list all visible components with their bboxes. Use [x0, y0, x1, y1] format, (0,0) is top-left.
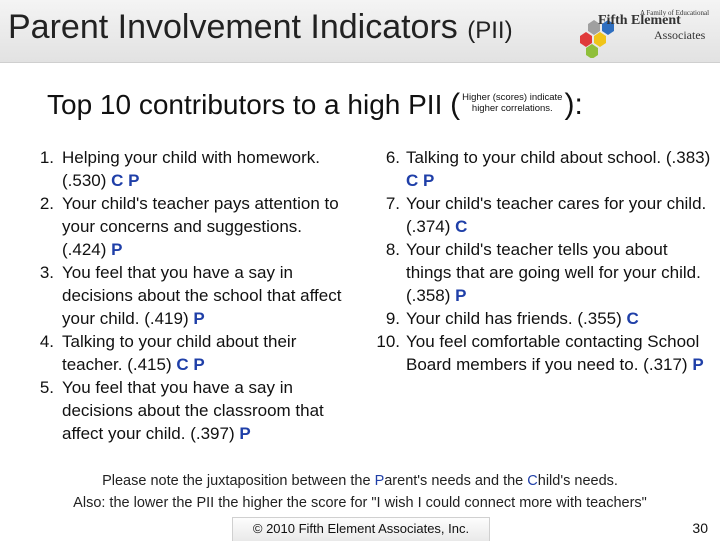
item-number: 10. — [376, 332, 400, 351]
item-flags: P — [455, 286, 467, 305]
item-flags: C P — [111, 171, 140, 190]
list-item — [372, 192, 712, 238]
page-number: 30 — [692, 520, 708, 536]
title-abbreviation: (PII) — [467, 17, 513, 44]
subtitle-close: ): — [564, 88, 583, 121]
list-item — [30, 376, 350, 445]
subtitle-text: Top 10 contributors to a high PII — [47, 89, 451, 120]
item-number: 9. — [385, 309, 400, 328]
footer-note-line1 — [0, 470, 720, 492]
logo-name: Fifth Element — [598, 13, 681, 28]
list-item — [30, 146, 350, 192]
item-flags: C P — [406, 171, 435, 190]
item-text: You feel that you have a say in decisions about the classroom that affect your child. (.397) — [62, 378, 324, 443]
item-number: 8. — [385, 240, 400, 259]
footer-text: Please note the juxtaposition between the — [102, 473, 375, 489]
contributors-list-left — [30, 146, 350, 445]
list-item — [30, 330, 350, 376]
item-number: 3. — [39, 263, 54, 282]
item-text: Talking to your child about their teacher. (.415) — [62, 332, 297, 374]
item-text: Your child's teacher pays attention to your concerns and suggestions. (.424) — [62, 194, 339, 259]
title-main: Parent Involvement Indicators — [8, 8, 468, 46]
list-item — [372, 238, 712, 307]
item-text: Your child's teacher tells you about things that are going well for your child. (.358) — [406, 240, 701, 305]
item-number: 2. — [39, 194, 54, 213]
item-flags: P — [193, 309, 205, 328]
item-number: 5. — [39, 378, 54, 397]
logo-hexagon-yellow — [594, 32, 606, 47]
item-flags: P — [239, 424, 251, 443]
item-flags: P — [692, 355, 704, 374]
logo-hexagon-green — [586, 44, 598, 58]
item-text: Your child's teacher cares for your child. (.374) — [406, 194, 707, 236]
list-item — [30, 192, 350, 261]
correlation-note — [462, 92, 562, 114]
subtitle-open-paren: ( — [450, 88, 461, 121]
item-number: 6. — [385, 148, 400, 167]
item-number: 7. — [385, 194, 400, 213]
logo-associates: Associates — [654, 28, 706, 42]
list-item — [372, 307, 712, 330]
footer-note-line2: Also: the lower the PII the higher the score for "I wish I could connect more with teachers" — [73, 495, 647, 511]
contributors-list-right — [372, 146, 712, 376]
correlation-note-line1: Higher (scores) indicate — [462, 91, 563, 103]
item-text: Helping your child with homework. (.530) — [62, 148, 320, 190]
list-item — [372, 330, 712, 376]
correlation-note-line2: higher correlations. — [471, 102, 553, 114]
item-number: 1. — [39, 148, 54, 167]
item-text: You feel comfortable contacting School Board members if you need to. (.317) — [406, 332, 700, 374]
item-flags: C P — [176, 355, 205, 374]
copyright-notice: © 2010 Fifth Element Associates, Inc. — [232, 517, 490, 541]
item-flags: P — [111, 240, 123, 259]
list-item — [30, 261, 350, 330]
item-text: Your child has friends. (.355) — [406, 309, 627, 328]
item-number: 4. — [39, 332, 54, 351]
slide-title — [8, 8, 513, 47]
item-text: Talking to your child about school. (.383) — [406, 148, 711, 167]
logo-hexagon-red — [580, 32, 592, 47]
parent-initial: P — [374, 473, 385, 489]
slide-subtitle — [47, 88, 583, 122]
logo-tagline: A Family of Educational — [640, 9, 710, 17]
item-flags: C — [626, 309, 639, 328]
item-flags: C — [455, 217, 468, 236]
child-initial: C — [527, 473, 538, 489]
footer-note — [0, 470, 720, 514]
list-item — [372, 146, 712, 192]
footer-text: arent's needs and the — [384, 473, 528, 489]
footer-text: hild's needs. — [537, 473, 618, 489]
item-text: You feel that you have a say in decisions about the school that affect your child. (.419) — [62, 263, 342, 328]
